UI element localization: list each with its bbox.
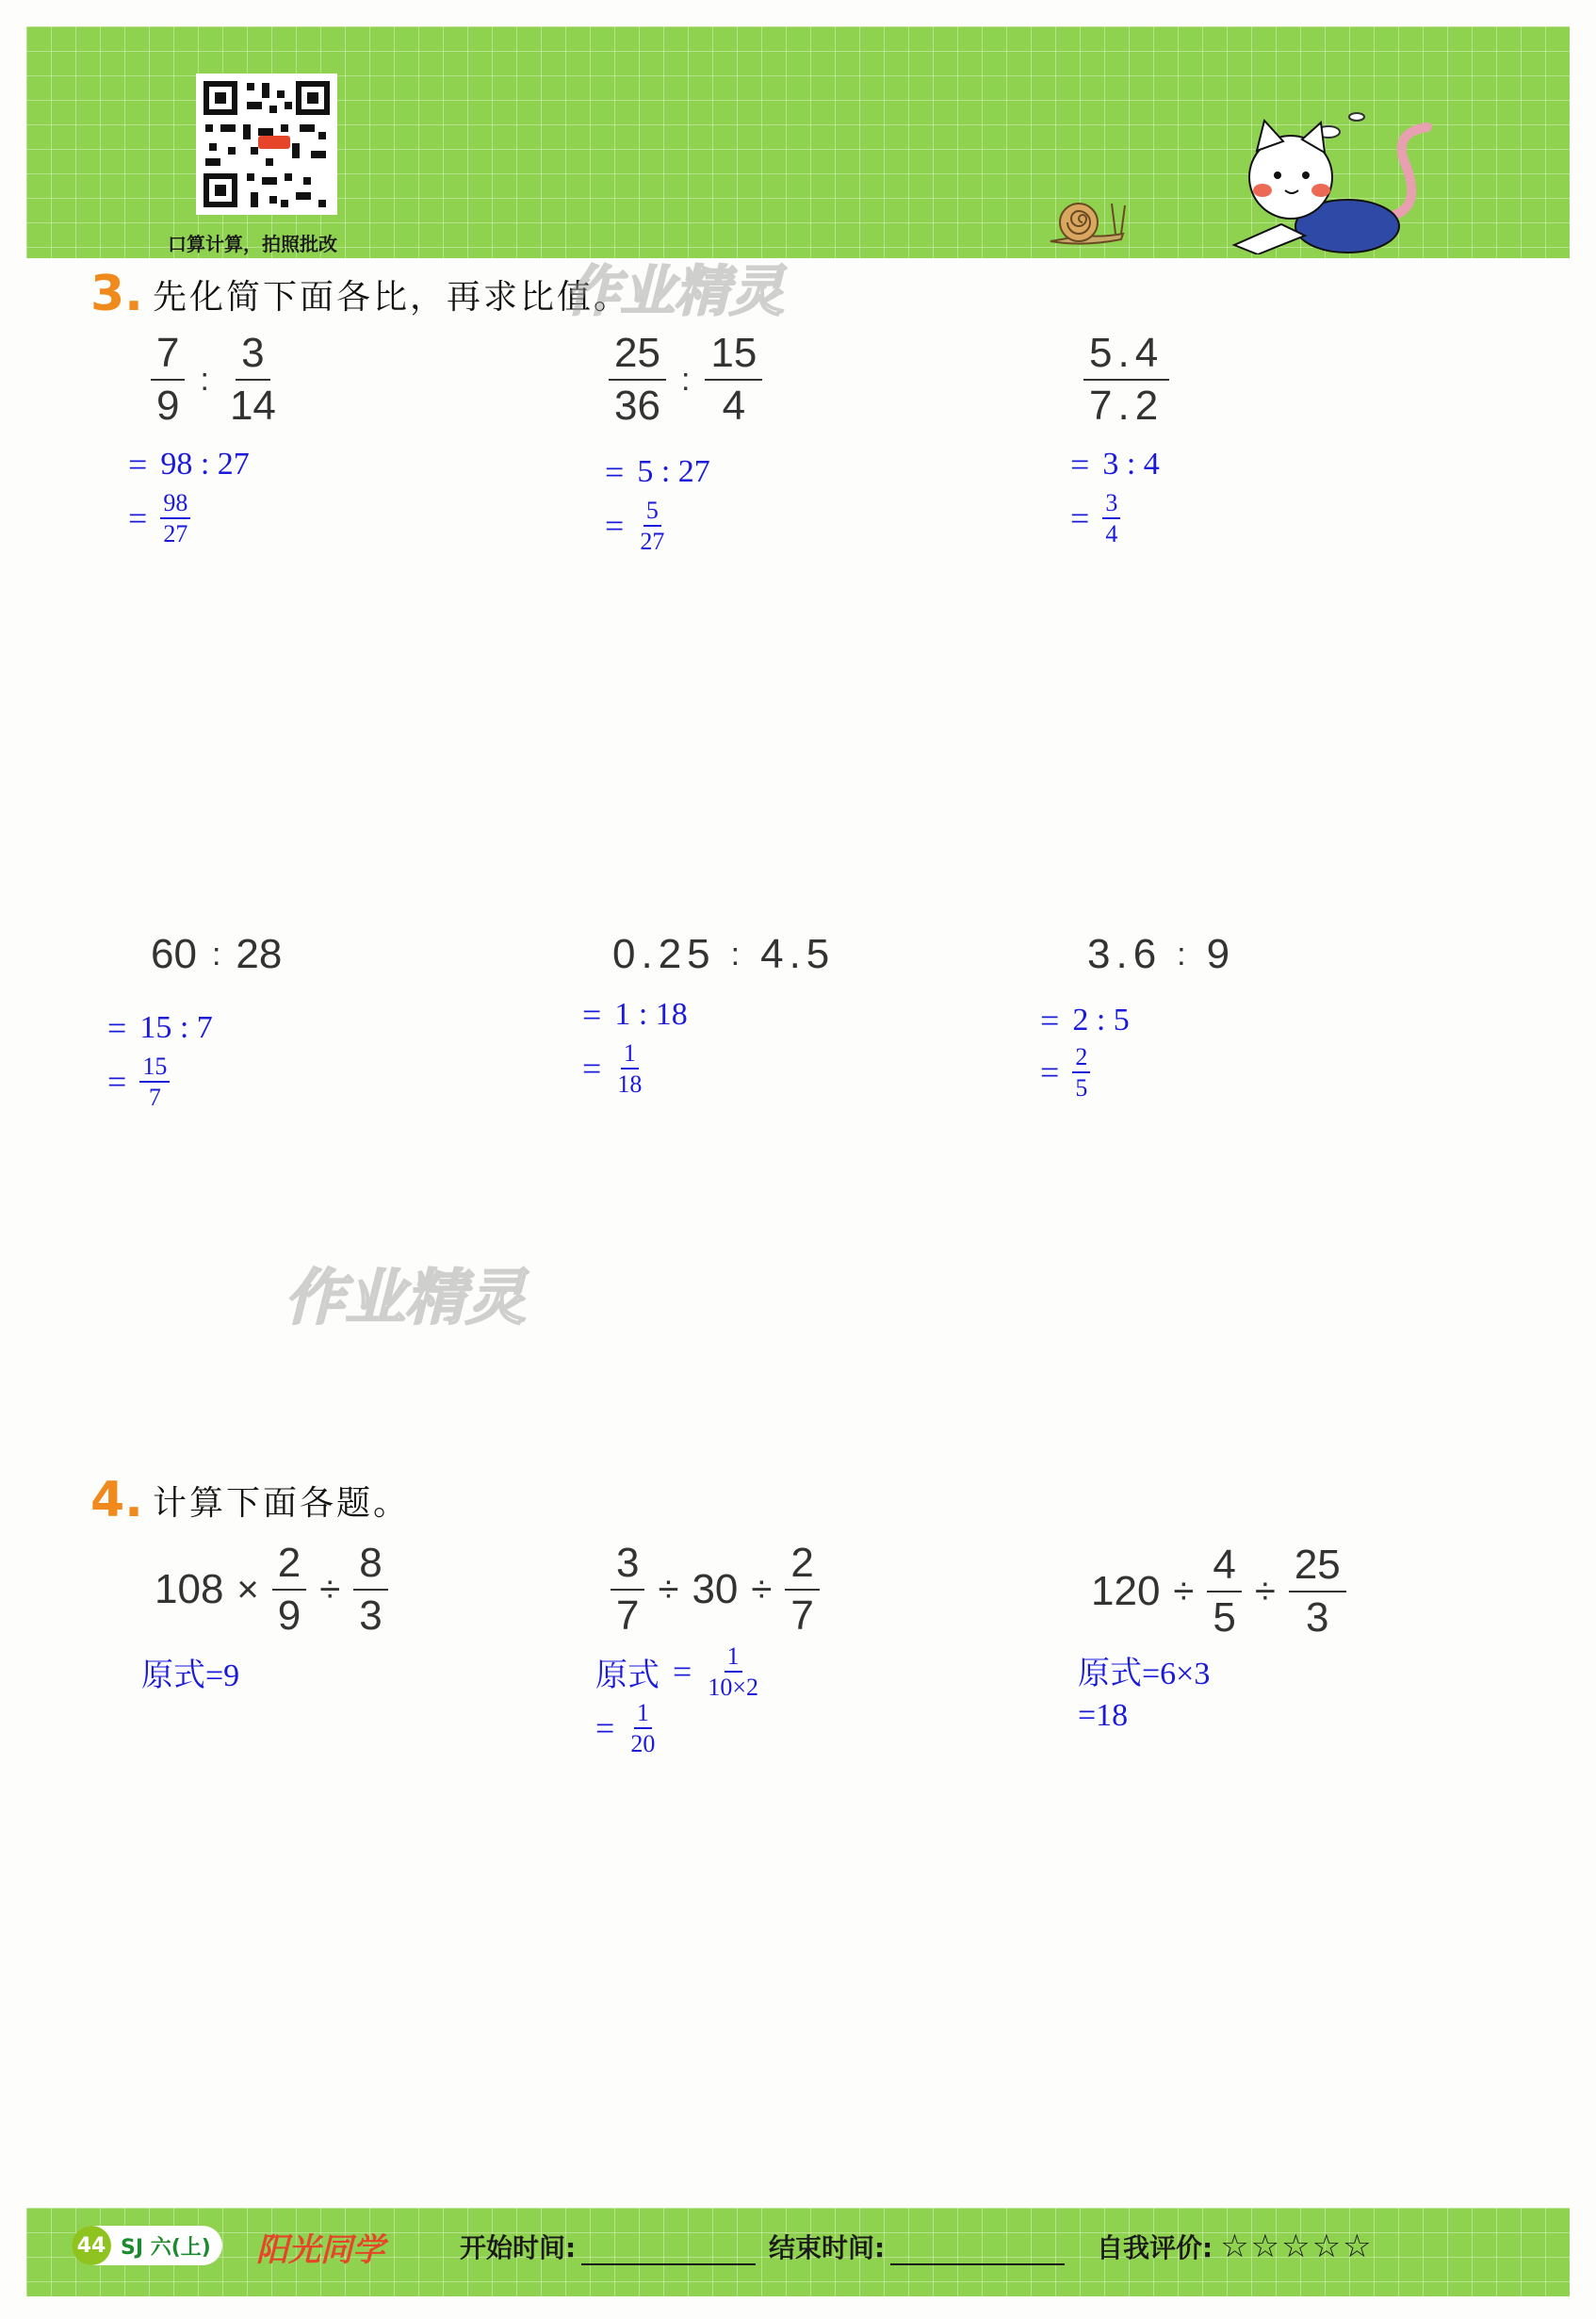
self-evaluation-label: 自我评价:: [1097, 2232, 1213, 2263]
problem-3-6: 3.6 : 9: [1087, 931, 1236, 977]
start-time-input[interactable]: [581, 2237, 756, 2265]
section-3-title: 先化简下面各比，再求比值。: [152, 277, 630, 317]
rating-stars-icon[interactable]: ☆☆☆☆☆: [1220, 2228, 1374, 2265]
start-time-label: 开始时间:: [460, 2232, 577, 2263]
answer-3-3-value: = $\frac{3}{4}$: [1070, 490, 1120, 547]
answer-3-1-value: = $\frac{98}{27}$: [128, 490, 190, 547]
problem-4-3: 120 ÷ $\frac{4}{5}$ ÷ $\frac{25}{3}$: [1091, 1543, 1346, 1640]
answer-3-4-ratio: = 15 : 7: [107, 1009, 213, 1047]
answer-3-6-value: = $\frac{2}{5}$: [1040, 1044, 1090, 1102]
problem-3-3: [1083, 332, 1169, 428]
fraction: $\frac{7}{9}$: [151, 332, 185, 428]
section-4-title: 计算下面各题。: [152, 1483, 410, 1523]
brand-logo: 阳光同学: [256, 2231, 384, 2269]
series-label: SJ 六(上): [121, 2235, 211, 2260]
answer-3-5-ratio: = 1 : 18: [582, 996, 688, 1034]
answer-4-1: 原式=9: [141, 1658, 240, 1693]
watermark-text: 作业精灵: [285, 1264, 526, 1333]
problem-3-2: [609, 332, 762, 428]
start-time-field[interactable]: [460, 2228, 756, 2265]
fraction: $\frac{25}{36}$: [609, 332, 666, 428]
problem-4-2: $\frac{3}{7}$ ÷ 30 ÷ $\frac{2}{7}$: [611, 1542, 820, 1638]
answer-3-6-ratio: = 2 : 5: [1040, 1002, 1130, 1039]
qr-caption: 口算计算，拍照批改: [168, 233, 337, 255]
answer-4-3-line-1: 原式=6×3: [1078, 1657, 1211, 1691]
section-3-number: 3.: [90, 266, 143, 322]
cat-illustration-icon: [1215, 104, 1460, 258]
end-time-label: 结束时间:: [769, 2232, 886, 2263]
section-4-number: 4.: [90, 1472, 143, 1528]
answer-3-3-ratio: = 3 : 4: [1070, 446, 1160, 483]
problem-3-5: 0.25 : 4.5: [612, 931, 836, 977]
snail-illustration-icon: [1046, 192, 1131, 253]
fraction: $\frac{15}{4}$: [705, 332, 762, 428]
watermark-text: 作业精灵: [565, 259, 785, 323]
ratio-colon: :: [200, 361, 209, 398]
answer-4-2-line-2: = $\frac{1}{20}$: [595, 1699, 656, 1758]
fraction: $\frac{5.4}{7.2}$: [1083, 332, 1169, 428]
qr-code-icon[interactable]: [168, 45, 356, 243]
section-4-heading: [90, 1472, 410, 1528]
answer-3-5-value: = $\frac{1}{18}$: [582, 1039, 643, 1099]
answer-3-1-ratio: = 98 : 27: [128, 446, 250, 483]
answer-3-4-value: = $\frac{15}{7}$: [107, 1053, 170, 1111]
problem-3-4: 60 : 28: [151, 931, 283, 977]
end-time-field[interactable]: [769, 2228, 1065, 2265]
answer-3-2-value: = $\frac{5}{27}$: [605, 497, 665, 556]
problem-3-1: [151, 332, 282, 428]
answer-3-2-ratio: = 5 : 27: [605, 453, 710, 491]
problem-4-1: 108 × $\frac{2}{9}$ ÷ $\frac{8}{3}$: [155, 1542, 388, 1638]
end-time-input[interactable]: [890, 2237, 1065, 2265]
fraction: $\frac{3}{14}$: [229, 330, 276, 430]
ratio-colon: :: [680, 361, 691, 398]
page-badge: [72, 2226, 222, 2265]
answer-4-3-line-2: =18: [1078, 1698, 1129, 1733]
self-evaluation-field[interactable]: [1097, 2228, 1374, 2265]
section-3-heading: [90, 266, 630, 322]
answer-4-2-line-1: 原式 = $\frac{1}{10\times 2}$: [595, 1642, 758, 1702]
page-number: 44: [72, 2226, 111, 2265]
